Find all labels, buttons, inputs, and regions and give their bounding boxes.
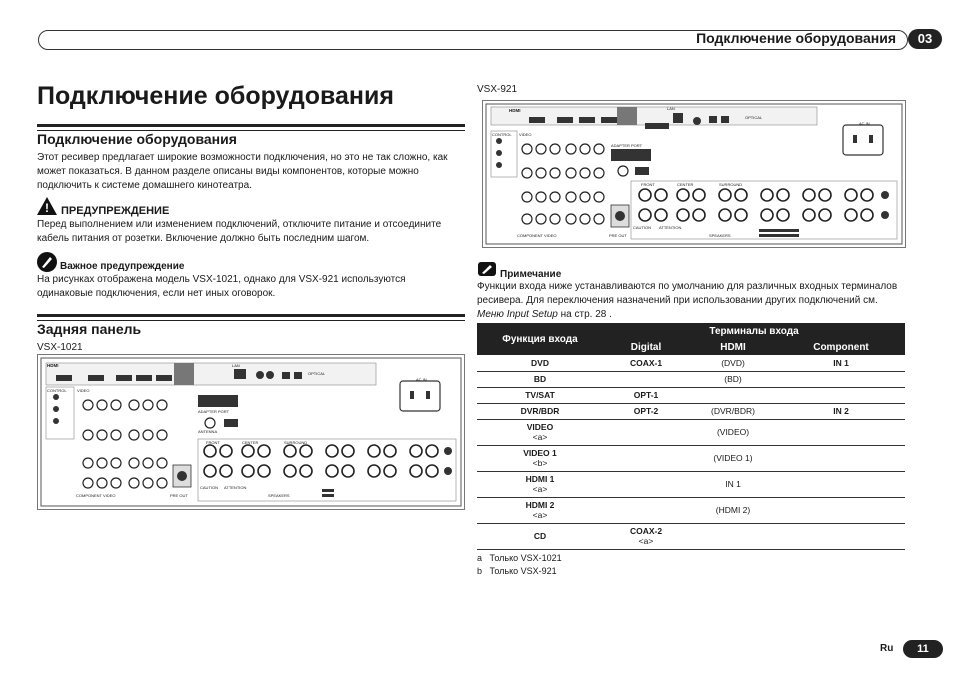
hdmi-cell — [689, 497, 777, 523]
input-functions-table — [477, 323, 905, 550]
footnote-text: Только VSX-1021 — [489, 553, 562, 563]
function-cell-value: HDMI 1 — [525, 474, 555, 484]
function-cell — [477, 419, 603, 445]
footnote-text: Только VSX-921 — [489, 566, 557, 576]
note-text — [477, 280, 905, 322]
col-group-header: Терминалы входа — [603, 323, 905, 339]
chapter-badge: 03 — [908, 29, 942, 49]
col-component-header: Component — [777, 339, 905, 355]
panel-label-hdmi: HDMI — [509, 108, 521, 113]
panel-label-ac-in: AC IN — [859, 121, 870, 126]
digital-cell-note: <a> — [638, 536, 654, 546]
function-cell — [477, 497, 603, 523]
hdmi-cell-value: (HDMI 2) — [715, 505, 751, 515]
panel-label-front: FRONT — [206, 440, 220, 445]
panel-label-hdmi: HDMI — [47, 363, 59, 368]
note-menu-ref: Меню Input Setup — [477, 309, 558, 320]
function-cell-note: <a> — [532, 432, 548, 442]
component-cell — [777, 371, 905, 387]
function-cell — [477, 445, 603, 471]
table-row — [477, 523, 905, 549]
function-cell-value: TV/SAT — [525, 390, 555, 400]
panel-label-lan: LAN — [667, 106, 675, 111]
table-row — [477, 403, 905, 419]
panel-label-adapter-port: ADAPTER PORT — [198, 409, 230, 414]
table-row — [477, 387, 905, 403]
component-cell — [777, 471, 905, 497]
table-row — [477, 497, 905, 523]
page-number-badge: 11 — [903, 640, 943, 658]
panel-label-caution: CAUTION — [633, 225, 651, 230]
digital-cell — [603, 387, 689, 403]
digital-cell — [603, 419, 689, 445]
note-tail: на стр. 28 . — [560, 309, 612, 320]
component-cell — [777, 445, 905, 471]
digital-cell — [603, 355, 689, 371]
digital-cell-value: COAX-1 — [629, 357, 663, 368]
intro-text: Этот ресивер предлагает широкие возможности подключения, но это не так сложно, как может показаться. В данном разделе описаны виды компонентов, которые можно подключить к системе домашнего кинотеатра. — [37, 152, 448, 191]
footnote-mark: b — [477, 566, 483, 576]
function-cell — [477, 471, 603, 497]
function-cell-value: CD — [533, 531, 547, 541]
hdmi-cell-value: (DVR/BDR) — [711, 406, 755, 416]
important-heading: Важное предупреждение — [60, 261, 185, 272]
function-cell-note: <b> — [532, 458, 548, 468]
note-body: Функции входа ниже устанавливаются по умолчанию для различных входных терминалов ресивера. Для переключения назначений при использовании других подключений см. — [477, 281, 898, 306]
panel-label-center: CENTER — [242, 440, 259, 445]
hdmi-cell — [689, 445, 777, 471]
component-cell-value: IN 2 — [833, 406, 849, 416]
hdmi-cell — [689, 355, 777, 371]
panel-label-component-video: COMPONENT VIDEO — [517, 233, 557, 238]
intro-heading: Подключение оборудования — [37, 131, 237, 147]
function-cell-value: BD — [533, 374, 547, 384]
panel-label-optical: OPTICAL — [745, 115, 763, 120]
hdmi-cell — [689, 403, 777, 419]
hdmi-cell-value: (VIDEO) — [716, 427, 750, 437]
function-cell-value: DVR/BDR — [520, 406, 560, 416]
warning-heading: ПРЕДУПРЕЖДЕНИЕ — [61, 205, 170, 217]
hdmi-cell-value: IN 1 — [725, 479, 741, 489]
panel-label-pre-out: PRE OUT — [609, 233, 627, 238]
hdmi-cell-value: (BD) — [724, 374, 742, 384]
panel-label-adapter-port: ADAPTER PORT — [611, 143, 643, 148]
hdmi-cell — [689, 387, 777, 403]
digital-cell-value: OPT-1 — [633, 390, 659, 400]
note-heading: Примечание — [500, 269, 562, 280]
table-row — [477, 371, 905, 387]
footnote-mark: a — [477, 553, 483, 563]
digital-cell — [603, 497, 689, 523]
digital-cell — [603, 523, 689, 549]
panel-label-pre-out: PRE OUT — [170, 493, 188, 498]
col-digital-header: Digital — [603, 339, 689, 355]
component-cell — [777, 419, 905, 445]
digital-cell-value: OPT-2 — [633, 406, 659, 416]
rear-panel-vsx1021 — [37, 354, 465, 510]
component-cell — [777, 355, 905, 371]
pencil-icon — [478, 262, 496, 276]
panel-label-lan: LAN — [232, 363, 240, 368]
model-label-vsx921: VSX-921 — [477, 84, 518, 95]
panel-label-surround: SURROUND — [284, 440, 308, 445]
table-row — [477, 445, 905, 471]
section-rule — [37, 314, 465, 317]
component-cell — [777, 523, 905, 549]
panel-label-optical: OPTICAL — [308, 371, 326, 376]
component-cell — [777, 497, 905, 523]
panel-label-attention: ATTENTION — [659, 225, 682, 230]
digital-cell — [603, 471, 689, 497]
panel-label-control: CONTROL — [47, 388, 67, 393]
panel-label-surround: SURROUND — [719, 182, 743, 187]
section-rule — [37, 124, 465, 127]
panel-label-video: VIDEO — [77, 388, 90, 393]
panel-label-speakers: SPEAKERS — [709, 233, 731, 238]
hdmi-cell — [689, 419, 777, 445]
language-label: Ru — [880, 643, 894, 654]
function-cell-note: <a> — [532, 484, 548, 494]
important-text: На рисунках отображена модель VSX-1021, однако для VSX-921 используются одинаковые подключения, если нет иных оговорок. — [37, 274, 406, 299]
panel-label-component-video: COMPONENT VIDEO — [76, 493, 116, 498]
function-cell-value: VIDEO — [526, 422, 554, 432]
pen-icon — [37, 252, 57, 272]
panel-label-antenna: ANTENNA — [198, 429, 218, 434]
panel-label-front: FRONT — [641, 182, 655, 187]
panel-label-control: CONTROL — [492, 132, 512, 137]
table-row — [477, 419, 905, 445]
function-cell-value: HDMI 2 — [525, 500, 555, 510]
function-cell-value: DVD — [531, 357, 549, 368]
function-cell — [477, 355, 603, 371]
function-cell — [477, 371, 603, 387]
warning-icon: ! — [37, 197, 57, 215]
component-cell — [777, 387, 905, 403]
panel-label-speakers: SPEAKERS — [268, 493, 290, 498]
panel-label-attention: ATTENTION — [224, 485, 247, 490]
function-cell — [477, 403, 603, 419]
digital-cell — [603, 445, 689, 471]
function-cell-note: <a> — [532, 510, 548, 520]
col-hdmi-header: HDMI — [689, 339, 777, 355]
model-label-vsx1021: VSX-1021 — [37, 342, 83, 353]
component-cell — [777, 403, 905, 419]
section-header-title: Подключение оборудования — [696, 30, 896, 46]
col-function-header: Функция входа — [477, 323, 603, 355]
warning-text: Перед выполнением или изменением подключений, отключите питание и отсоедините кабель питания от розетки. Включение должно быть последним шагом. — [37, 219, 442, 244]
panel-label-ac-in: AC IN — [416, 377, 427, 382]
table-row — [477, 471, 905, 497]
digital-cell — [603, 371, 689, 387]
digital-cell-value: COAX-2 — [629, 526, 663, 536]
function-cell-value: VIDEO 1 — [523, 448, 557, 458]
hdmi-cell-value: (DVD) — [721, 357, 745, 368]
panel-label-caution: CAUTION — [200, 485, 218, 490]
rear-panel-vsx921 — [482, 100, 906, 248]
footnote-a — [477, 553, 562, 563]
page-title: Подключение оборудования — [37, 82, 394, 110]
table-row — [477, 355, 905, 371]
digital-cell — [603, 403, 689, 419]
hdmi-cell — [689, 371, 777, 387]
hdmi-cell — [689, 523, 777, 549]
function-cell — [477, 523, 603, 549]
panel-label-center: CENTER — [677, 182, 694, 187]
panel-label-video: VIDEO — [519, 132, 532, 137]
hdmi-cell — [689, 471, 777, 497]
hdmi-cell-value: (VIDEO 1) — [713, 453, 753, 463]
footnote-b — [477, 566, 557, 576]
rear-panel-heading: Задняя панель — [37, 321, 142, 337]
component-cell-value: IN 1 — [833, 357, 849, 368]
function-cell — [477, 387, 603, 403]
